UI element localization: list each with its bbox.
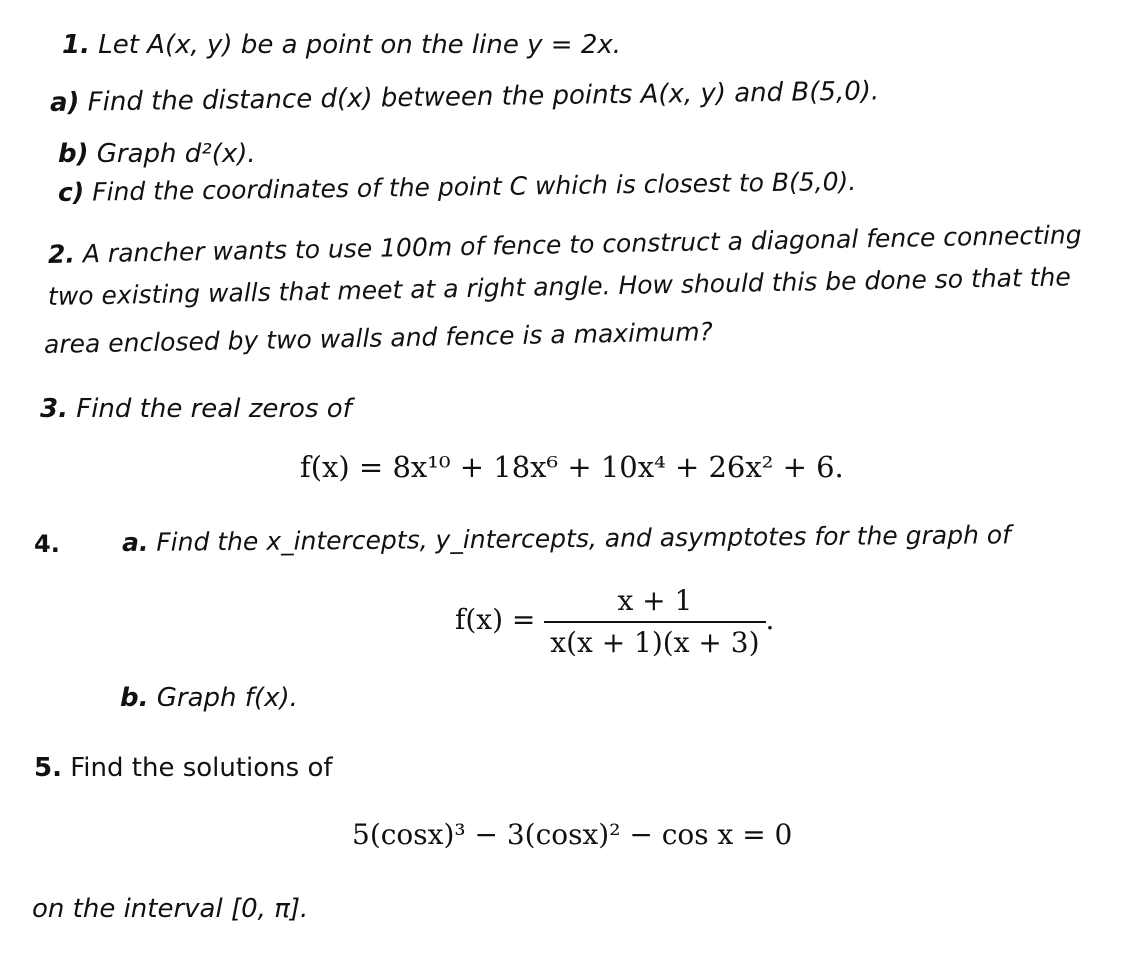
problem-5-stem (34, 753, 333, 783)
problem-3-equation: f(x) = 8x¹⁰ + 18x⁶ + 10x⁴ + 26x² + 6. (300, 450, 844, 484)
problem-2-number: 2. (47, 239, 76, 269)
problem-1b-label: b) (58, 139, 89, 169)
problem-3-number: 3. (40, 394, 68, 424)
problem-4b (120, 683, 298, 713)
problem-2-line-1 (48, 220, 1082, 269)
problem-4a-label: a. (121, 527, 149, 557)
problem-1c (58, 167, 857, 207)
problem-1-stem-text: Let A(x, y) be a point on the line y = 2x. (98, 30, 622, 60)
problem-4-period: . (765, 603, 775, 636)
problem-5-interval: on the interval [0, π]. (32, 894, 309, 924)
problem-1a-label: a) (49, 87, 80, 118)
problem-4b-text: Graph f(x). (156, 683, 298, 713)
problem-4b-label: b. (120, 683, 149, 713)
problem-2-line-1-text: A rancher wants to use 100m of fence to construct a diagonal fence connecting (82, 220, 1082, 269)
problem-4-numerator: x + 1 (617, 584, 693, 617)
problem-2-line-2: two existing walls that meet at a right angle. How should this be done so that the (47, 262, 1071, 311)
problem-1a (50, 76, 880, 118)
problem-3-stem (40, 394, 352, 424)
problem-5-text: Find the solutions of (70, 753, 333, 783)
problem-1-number: 1. (62, 30, 90, 60)
problem-4-denominator: x(x + 1)(x + 3) (544, 621, 765, 659)
problem-4-equation (455, 584, 774, 659)
problem-4a (122, 520, 1011, 557)
problem-1c-label: c) (57, 177, 85, 207)
problem-5-number: 5. (34, 753, 62, 783)
problem-4a-text: Find the x_intercepts, y_intercepts, and asymptotes for the graph of (156, 520, 1012, 557)
problem-1b (58, 139, 256, 169)
problem-5-equation: 5(cosx)³ − 3(cosx)² − cos x = 0 (352, 818, 793, 851)
problem-1b-text: Graph d²(x). (96, 139, 256, 169)
problem-1a-text: Find the distance d(x) between the points A(x, y) and B(5,0). (87, 76, 880, 118)
problem-2-line-3: area enclosed by two walls and fence is a maximum? (43, 317, 714, 359)
problem-4-number: 4. (34, 530, 60, 558)
problem-4-fraction (544, 584, 765, 659)
problem-1-stem (62, 30, 621, 60)
problem-1c-text: Find the coordinates of the point C which is closest to B(5,0). (91, 166, 857, 207)
problem-4-lhs: f(x) = (455, 603, 536, 636)
problem-3-text: Find the real zeros of (76, 394, 352, 424)
